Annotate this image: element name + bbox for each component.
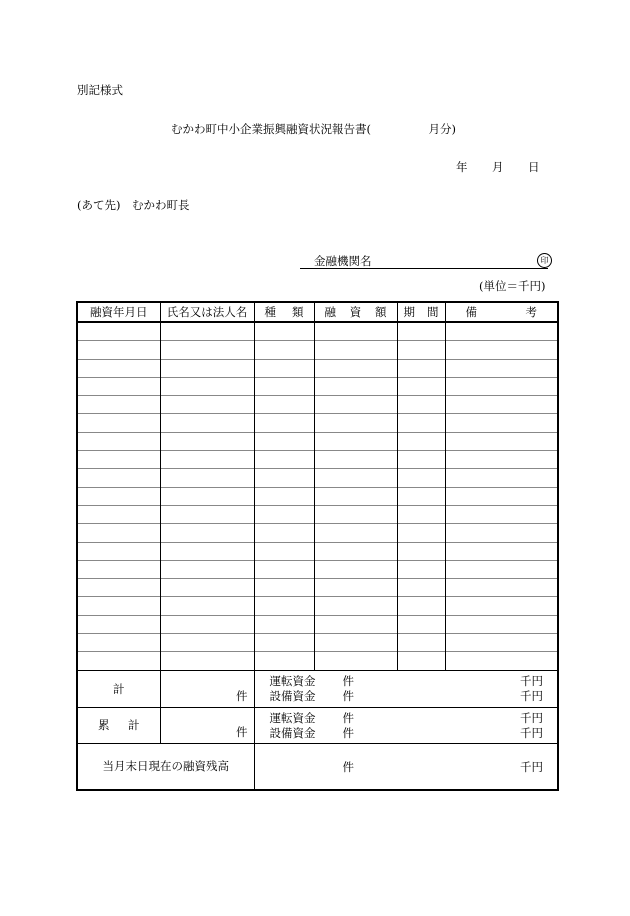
amount-cell	[314, 432, 397, 450]
name-cell	[160, 634, 254, 652]
loan-date-cell	[77, 579, 160, 597]
cumulative-count-unit: 件	[236, 725, 248, 740]
header-period-char: 間	[427, 305, 439, 319]
name-cell	[160, 652, 254, 670]
type-cell	[254, 542, 314, 560]
loan-date-cell	[77, 414, 160, 432]
loan-date-cell	[77, 560, 160, 578]
date-month-label: 月	[492, 160, 504, 174]
type-cell	[254, 469, 314, 487]
header-type-char: 種	[264, 305, 276, 319]
total-row	[77, 670, 558, 707]
period-cell	[397, 414, 445, 432]
type-cell	[254, 377, 314, 395]
table-header-row	[77, 302, 558, 322]
balance-cell	[254, 743, 558, 790]
balance-label: 当月末日現在の融資残高	[77, 743, 254, 790]
header-name: 氏名又は法人名	[160, 302, 254, 322]
name-cell	[160, 322, 254, 341]
cumulative-label-char: 計	[128, 718, 140, 733]
period-cell	[397, 560, 445, 578]
table-row	[77, 652, 558, 670]
remarks-cell	[445, 414, 558, 432]
remarks-cell	[445, 615, 558, 633]
remarks-cell	[445, 322, 558, 341]
balance-row	[77, 743, 558, 790]
loan-date-cell	[77, 524, 160, 542]
remarks-cell	[445, 560, 558, 578]
header-type	[254, 302, 314, 322]
period-cell	[397, 505, 445, 523]
amount-cell	[314, 615, 397, 633]
remarks-cell	[445, 524, 558, 542]
type-cell	[254, 359, 314, 377]
header-period-char: 期	[403, 305, 415, 319]
amount-cell	[314, 341, 397, 359]
unit-note: (単位＝千円)	[479, 279, 546, 293]
cumulative-row	[77, 707, 558, 743]
header-remarks-char: 備	[465, 305, 477, 319]
table-row	[77, 469, 558, 487]
document-title: むかわ町中小企業振興融資状況報告書( 月分)	[171, 122, 456, 136]
period-cell	[397, 322, 445, 341]
loan-date-cell	[77, 322, 160, 341]
type-cell	[254, 432, 314, 450]
loan-date-cell	[77, 377, 160, 395]
table-row	[77, 432, 558, 450]
period-cell	[397, 524, 445, 542]
remarks-cell	[445, 377, 558, 395]
name-cell	[160, 451, 254, 469]
cumulative-operating-unit: 件	[342, 710, 354, 725]
period-cell	[397, 451, 445, 469]
amount-cell	[314, 359, 397, 377]
remarks-cell	[445, 359, 558, 377]
period-cell	[397, 542, 445, 560]
cumulative-label	[77, 707, 160, 743]
cumulative-breakdown-cell	[254, 707, 558, 743]
total-count-cell	[160, 670, 254, 707]
period-cell	[397, 432, 445, 450]
name-cell	[160, 414, 254, 432]
name-cell	[160, 524, 254, 542]
amount-cell	[314, 524, 397, 542]
remarks-cell	[445, 451, 558, 469]
balance-amount-unit: 千円	[520, 759, 543, 774]
loan-date-cell	[77, 615, 160, 633]
loan-date-cell	[77, 597, 160, 615]
total-label: 計	[77, 670, 160, 707]
table-row	[77, 560, 558, 578]
remarks-cell	[445, 396, 558, 414]
date-year-label: 年	[456, 160, 468, 174]
amount-cell	[314, 505, 397, 523]
table-row	[77, 377, 558, 395]
bank-name-line	[300, 268, 548, 269]
report-table	[76, 301, 559, 791]
type-cell	[254, 341, 314, 359]
remarks-cell	[445, 341, 558, 359]
period-cell	[397, 487, 445, 505]
type-cell	[254, 322, 314, 341]
cumulative-operating-amount-unit: 千円	[520, 710, 543, 725]
amount-cell	[314, 487, 397, 505]
header-amount-char: 融	[324, 305, 336, 319]
cumulative-operating-label: 運転資金	[269, 710, 316, 725]
remarks-cell	[445, 542, 558, 560]
period-cell	[397, 615, 445, 633]
loan-date-cell	[77, 542, 160, 560]
period-cell	[397, 359, 445, 377]
cumulative-count-cell	[160, 707, 254, 743]
total-breakdown-cell	[254, 670, 558, 707]
amount-cell	[314, 560, 397, 578]
loan-date-cell	[77, 487, 160, 505]
remarks-cell	[445, 634, 558, 652]
table-row	[77, 322, 558, 341]
type-cell	[254, 414, 314, 432]
amount-cell	[314, 469, 397, 487]
header-remarks-char: 考	[525, 305, 537, 319]
remarks-cell	[445, 487, 558, 505]
loan-date-cell	[77, 451, 160, 469]
table-row	[77, 634, 558, 652]
period-cell	[397, 579, 445, 597]
name-cell	[160, 597, 254, 615]
table-row	[77, 542, 558, 560]
name-cell	[160, 359, 254, 377]
amount-cell	[314, 377, 397, 395]
table-row	[77, 615, 558, 633]
name-cell	[160, 377, 254, 395]
header-period	[397, 302, 445, 322]
total-equipment-label: 設備資金	[269, 688, 316, 703]
table-row	[77, 487, 558, 505]
name-cell	[160, 542, 254, 560]
amount-cell	[314, 634, 397, 652]
type-cell	[254, 396, 314, 414]
remarks-cell	[445, 505, 558, 523]
name-cell	[160, 341, 254, 359]
type-cell	[254, 579, 314, 597]
header-amount-char: 資	[349, 305, 362, 319]
total-operating-amount-unit: 千円	[520, 673, 543, 688]
amount-cell	[314, 597, 397, 615]
table-row	[77, 579, 558, 597]
header-remarks	[445, 302, 558, 322]
table-row	[77, 597, 558, 615]
type-cell	[254, 652, 314, 670]
header-type-char: 類	[292, 305, 304, 319]
addressee: (あて先) むかわ町長	[77, 198, 190, 212]
date-day-label: 日	[528, 160, 540, 174]
table-row	[77, 451, 558, 469]
period-cell	[397, 634, 445, 652]
type-cell	[254, 597, 314, 615]
form-label: 別記様式	[77, 83, 123, 97]
loan-date-cell	[77, 432, 160, 450]
amount-cell	[314, 322, 397, 341]
table-row	[77, 505, 558, 523]
remarks-cell	[445, 469, 558, 487]
period-cell	[397, 469, 445, 487]
loan-date-cell	[77, 359, 160, 377]
cumulative-equipment-amount-unit: 千円	[520, 725, 543, 740]
seal-mark: 印	[537, 253, 552, 268]
total-operating-label: 運転資金	[269, 673, 316, 688]
remarks-cell	[445, 579, 558, 597]
period-cell	[397, 652, 445, 670]
table-row	[77, 524, 558, 542]
type-cell	[254, 560, 314, 578]
name-cell	[160, 469, 254, 487]
remarks-cell	[445, 652, 558, 670]
table-row	[77, 341, 558, 359]
amount-cell	[314, 652, 397, 670]
amount-cell	[314, 542, 397, 560]
remarks-cell	[445, 597, 558, 615]
header-amount	[314, 302, 397, 322]
name-cell	[160, 615, 254, 633]
name-cell	[160, 579, 254, 597]
table-row	[77, 396, 558, 414]
period-cell	[397, 597, 445, 615]
balance-count-unit: 件	[342, 759, 354, 774]
total-equipment-unit: 件	[342, 688, 354, 703]
type-cell	[254, 615, 314, 633]
name-cell	[160, 560, 254, 578]
loan-date-cell	[77, 469, 160, 487]
type-cell	[254, 505, 314, 523]
name-cell	[160, 432, 254, 450]
cumulative-equipment-label: 設備資金	[269, 725, 316, 740]
period-cell	[397, 396, 445, 414]
header-loan-date: 融資年月日	[77, 302, 160, 322]
name-cell	[160, 396, 254, 414]
amount-cell	[314, 396, 397, 414]
table-row	[77, 414, 558, 432]
type-cell	[254, 524, 314, 542]
period-cell	[397, 377, 445, 395]
loan-date-cell	[77, 396, 160, 414]
type-cell	[254, 634, 314, 652]
amount-cell	[314, 414, 397, 432]
header-amount-char: 額	[375, 305, 387, 319]
type-cell	[254, 487, 314, 505]
period-cell	[397, 341, 445, 359]
loan-date-cell	[77, 634, 160, 652]
table-row	[77, 359, 558, 377]
name-cell	[160, 487, 254, 505]
loan-date-cell	[77, 341, 160, 359]
cumulative-label-char: 累	[98, 718, 110, 733]
remarks-cell	[445, 432, 558, 450]
cumulative-equipment-unit: 件	[342, 725, 354, 740]
amount-cell	[314, 579, 397, 597]
total-equipment-amount-unit: 千円	[520, 688, 543, 703]
total-count-unit: 件	[236, 689, 248, 704]
total-operating-unit: 件	[342, 673, 354, 688]
name-cell	[160, 505, 254, 523]
loan-date-cell	[77, 505, 160, 523]
type-cell	[254, 451, 314, 469]
amount-cell	[314, 451, 397, 469]
bank-name-label: 金融機関名	[314, 254, 372, 268]
loan-date-cell	[77, 652, 160, 670]
